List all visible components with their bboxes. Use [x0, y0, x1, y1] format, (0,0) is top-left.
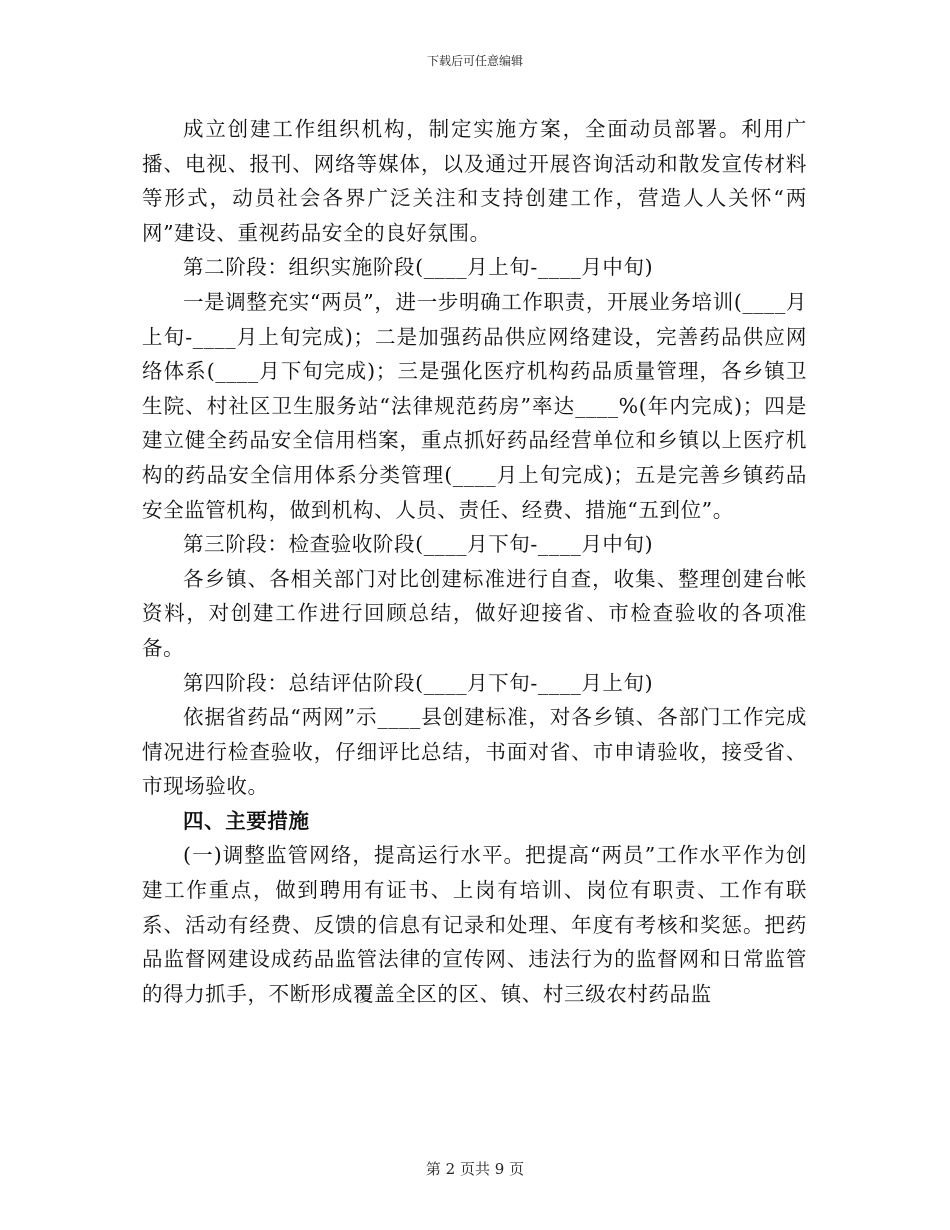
paragraph-measure-one: (一)调整监管网络，提高运行水平。把提高“两员”工作水平作为创建工作重点，做到聘用有证书、上岗有培训、岗位有职责、工作有联系、活动有经费、反馈的信息有记录和处理、年度有考核和奖惩。把药品监督网建设成药品监管法律的宣传网、违法行为的监督网和日常监管的得力抓手，不断形成覆盖全区的区、镇、村三级农村药品监 — [142, 843, 807, 1006]
paragraph-stage-three: 各乡镇、各相关部门对比创建标准进行自查，收集、整理创建台帐资料，对创建工作进行回顾总结，做好迎接省、市检查验收的各项准备。 — [142, 566, 807, 660]
stage-four-title: 第四阶段：总结评估阶段(____月下旬-____月上旬) — [183, 670, 654, 695]
page-header: 下载后可任意编辑 — [426, 54, 523, 68]
paragraph-stage-two: 一是调整充实“两员”，进一步明确工作职责，开展业务培训(____月上旬-____月上旬完成)；二是加强药品供应网络建设，完善药品供应网络体系(____月下旬完成)；三是强化医疗机构药品质量管理，各乡镇卫生院、村社区卫生服务站“法律规范药房”率达____%(年内完成)；四是建立健全药品安全信用档案，重点抓好药品经营单位和乡镇以上医疗机构的药品安全信用体系分类管理(____月上旬完成)；五是完善乡镇药品安全监管机构，做到机构、人员、责任、经费、措施“五到位”。 — [142, 289, 807, 522]
stage-two-title: 第二阶段：组织实施阶段(____月上旬-____月中旬) — [183, 255, 654, 280]
stage-three-title: 第三阶段：检查验收阶段(____月下旬-____月中旬) — [183, 532, 654, 557]
section-heading-main-measures: 四、主要措施 — [183, 808, 310, 833]
paragraph-mobilization: 成立创建工作组织机构，制定实施方案，全面动员部署。利用广播、电视、报刊、网络等媒体，以及通过开展咨询活动和散发宣传材料等形式，动员社会各界广泛关注和支持创建工作，营造人人关怀“两网”建设、重视药品安全的良好氛围。 — [142, 117, 807, 245]
paragraph-stage-four: 依据省药品“两网”示____县创建标准，对各乡镇、各部门工作完成情况进行检查验收，仔细评比总结，书面对省、市申请验收，接受省、市现场验收。 — [142, 705, 807, 799]
page-footer: 第 2 页共 9 页 — [425, 1160, 525, 1178]
document-body — [142, 112, 807, 1011]
